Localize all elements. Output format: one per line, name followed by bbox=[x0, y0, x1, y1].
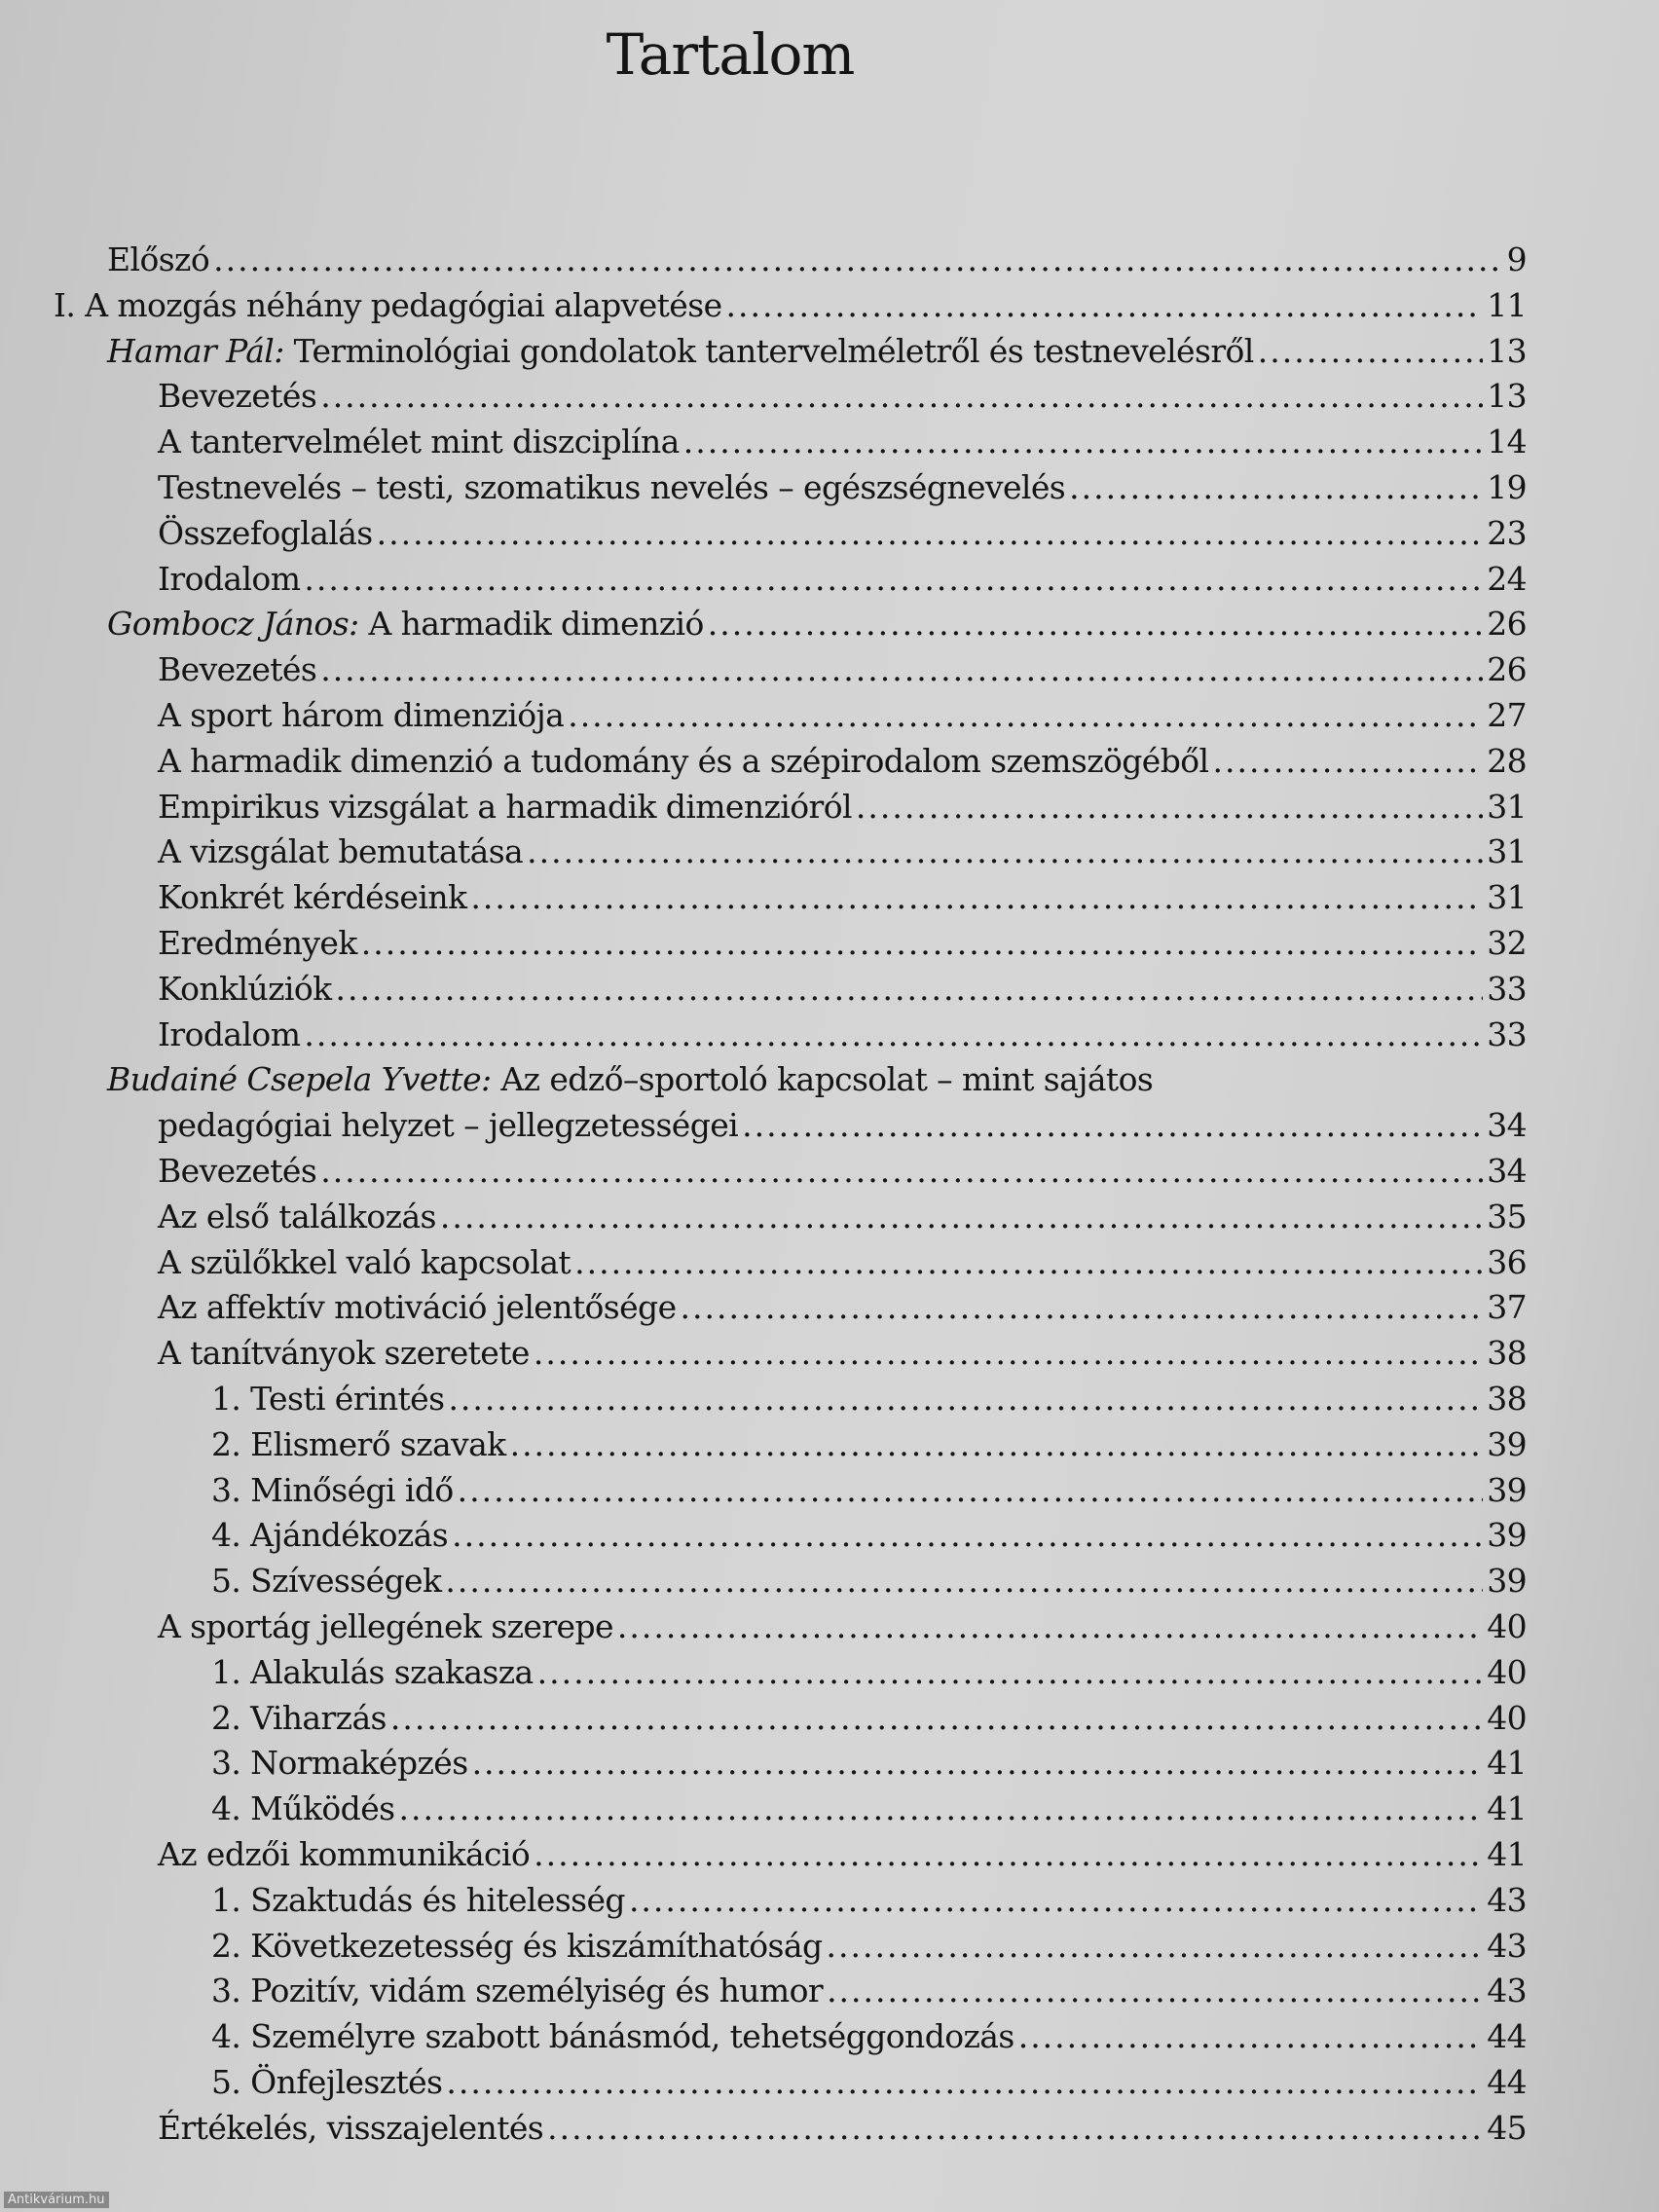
toc-entry-text: pedagógiai helyzet – jellegzetességei bbox=[158, 1106, 739, 1145]
toc-entry-title bbox=[158, 468, 1065, 506]
toc-entry-text: 3. Normaképzés bbox=[211, 1744, 468, 1783]
toc-entry-title bbox=[158, 878, 466, 916]
toc-entry-title bbox=[211, 1789, 394, 1827]
toc-entry-title bbox=[211, 1425, 506, 1463]
toc-entry-text: A harmadik dimenzió a tudomány és a szépirodalom szemszögéből bbox=[158, 741, 1209, 780]
dot-leader bbox=[377, 514, 1484, 552]
toc-entry bbox=[107, 332, 1527, 378]
toc-entry bbox=[158, 650, 1527, 696]
toc-entry bbox=[211, 2063, 1527, 2109]
toc-entry-title bbox=[211, 1562, 441, 1600]
toc-entry-title bbox=[158, 696, 564, 734]
toc-entry bbox=[158, 2109, 1527, 2155]
toc-entry-text: Az affektív motiváció jelentősége bbox=[158, 1288, 677, 1327]
toc-entry bbox=[158, 377, 1527, 423]
dot-leader bbox=[510, 1425, 1484, 1463]
dot-leader bbox=[568, 696, 1483, 734]
dot-leader bbox=[527, 832, 1483, 870]
toc-entry-page: 31 bbox=[1487, 832, 1527, 871]
page-title: Tartalom bbox=[606, 21, 855, 88]
toc-entry-title bbox=[211, 1516, 448, 1554]
toc-entry-page: 26 bbox=[1487, 650, 1527, 689]
toc-entry-page: 13 bbox=[1487, 377, 1527, 416]
toc-entry-page: 40 bbox=[1487, 1607, 1527, 1645]
toc-entry-text: Az edző–sportoló kapcsolat – mint sajátos bbox=[491, 1060, 1154, 1099]
toc-entry-title bbox=[211, 1881, 625, 1919]
toc-entry-page: 41 bbox=[1487, 1744, 1527, 1783]
toc-entry bbox=[158, 832, 1527, 878]
toc-entry-title bbox=[158, 1198, 436, 1235]
toc-entry-title bbox=[211, 1653, 534, 1691]
toc-entry bbox=[211, 1562, 1527, 1607]
toc-entry-title bbox=[158, 1243, 571, 1281]
dot-leader bbox=[1212, 742, 1483, 780]
dot-leader bbox=[629, 1881, 1483, 1919]
toc-entry-page: 27 bbox=[1487, 696, 1527, 734]
toc-entry bbox=[158, 788, 1527, 833]
dot-leader bbox=[683, 423, 1483, 461]
toc-entry-page: 13 bbox=[1487, 331, 1527, 370]
toc-entry bbox=[158, 1198, 1527, 1243]
toc-entry-title bbox=[211, 1699, 387, 1737]
toc-entry bbox=[211, 1927, 1527, 1972]
toc-entry-page: 31 bbox=[1487, 787, 1527, 826]
toc-entry-page: 41 bbox=[1487, 1835, 1527, 1873]
toc-entry-title bbox=[211, 2017, 1014, 2055]
dot-leader bbox=[304, 560, 1483, 598]
toc-entry-title bbox=[211, 1927, 823, 1965]
toc-entry-text: A szülőkkel való kapcsolat bbox=[158, 1242, 571, 1281]
dot-leader bbox=[398, 1789, 1483, 1827]
watermark: Antikvárium.hu bbox=[4, 2192, 109, 2208]
toc-entry-page: 32 bbox=[1487, 924, 1527, 962]
toc-entry-title bbox=[211, 1471, 454, 1509]
toc-entry-text: Összefoglalás bbox=[158, 513, 373, 552]
toc-entry-title bbox=[158, 423, 680, 461]
toc-entry bbox=[107, 605, 1527, 650]
toc-entry-title bbox=[211, 1380, 444, 1418]
toc-entry-title bbox=[107, 605, 704, 643]
toc-entry-text: Konkrét kérdéseink bbox=[158, 878, 467, 917]
dot-leader bbox=[440, 1198, 1483, 1235]
dot-leader bbox=[470, 878, 1483, 916]
dot-leader bbox=[742, 1106, 1483, 1144]
toc-entry-page: 28 bbox=[1487, 741, 1527, 780]
toc-entry-title bbox=[158, 1288, 677, 1326]
toc-entry-title bbox=[158, 832, 523, 870]
toc-entry-title bbox=[211, 1972, 823, 2009]
toc-entry bbox=[211, 1380, 1527, 1425]
dot-leader bbox=[361, 924, 1483, 962]
toc-entry-page: 34 bbox=[1487, 1152, 1527, 1190]
toc-entry-author: Gombocz János: bbox=[107, 605, 359, 644]
toc-entry-text: A sport három dimenziója bbox=[158, 696, 565, 734]
toc-entry-text: 5. Önfejlesztés bbox=[211, 2063, 443, 2101]
toc-entry-page: 23 bbox=[1487, 513, 1527, 552]
toc-entry-title bbox=[54, 286, 722, 324]
toc-entry-text: Irodalom bbox=[158, 559, 301, 598]
dot-leader bbox=[390, 1699, 1483, 1737]
dot-leader bbox=[320, 377, 1483, 415]
toc-entry-page: 26 bbox=[1487, 605, 1527, 644]
toc-entry-page: 14 bbox=[1487, 423, 1527, 461]
toc-entry-page: 41 bbox=[1487, 1789, 1527, 1828]
toc-entry bbox=[211, 1972, 1527, 2017]
toc-entry bbox=[211, 1471, 1527, 1517]
toc-entry-text: A tanítványok szeretete bbox=[158, 1334, 530, 1373]
toc-entry-text: 1. Testi érintés bbox=[211, 1380, 445, 1418]
toc-entry-text: 2. Következetesség és kiszámíthatóság bbox=[211, 1926, 823, 1965]
toc-entry-title bbox=[158, 1106, 738, 1144]
toc-entry bbox=[211, 2017, 1527, 2063]
toc-entry-page: 24 bbox=[1487, 559, 1527, 598]
toc-entry-page: 44 bbox=[1487, 2063, 1527, 2101]
toc-entry-text: Bevezetés bbox=[158, 650, 317, 689]
dot-leader bbox=[458, 1471, 1484, 1509]
dot-leader bbox=[617, 1607, 1483, 1645]
toc-entry bbox=[158, 1152, 1527, 1198]
toc-entry-page: 33 bbox=[1487, 969, 1527, 1008]
dot-leader bbox=[681, 1288, 1484, 1326]
dot-leader bbox=[708, 605, 1483, 643]
toc-entry bbox=[211, 1653, 1527, 1699]
toc-entry bbox=[158, 560, 1527, 606]
toc-entry bbox=[211, 1699, 1527, 1745]
toc-entry-page: 34 bbox=[1487, 1106, 1527, 1145]
toc-entry-text: Bevezetés bbox=[158, 1152, 317, 1190]
dot-leader bbox=[726, 286, 1484, 324]
toc-entry-page: 43 bbox=[1487, 1926, 1527, 1965]
toc-entry-title bbox=[211, 2063, 442, 2101]
toc-entry-text: Az első találkozás bbox=[158, 1197, 436, 1235]
toc-entry-text: I. A mozgás néhány pedagógiai alapvetése bbox=[54, 285, 722, 324]
dot-leader bbox=[1258, 332, 1483, 370]
dot-leader bbox=[445, 1562, 1483, 1600]
dot-leader bbox=[446, 2063, 1483, 2101]
toc-entry-page: 33 bbox=[1487, 1014, 1527, 1053]
toc-entry-title bbox=[158, 742, 1208, 780]
toc-entry-title bbox=[158, 924, 357, 962]
dot-leader bbox=[827, 1972, 1483, 2009]
toc-entry bbox=[211, 1881, 1527, 1927]
toc-entry-title bbox=[107, 1060, 1153, 1098]
toc-entry-page: 9 bbox=[1506, 240, 1527, 278]
toc-entry bbox=[158, 1334, 1527, 1380]
dot-leader bbox=[213, 240, 1502, 278]
toc-entry-title bbox=[158, 377, 316, 415]
toc-entry bbox=[158, 1607, 1527, 1653]
toc-entry-page: 45 bbox=[1487, 2108, 1527, 2147]
toc-entry bbox=[158, 878, 1527, 924]
toc-entry-title bbox=[158, 788, 852, 826]
toc-entry-text: A harmadik dimenzió bbox=[358, 605, 704, 644]
toc-entry-page: 31 bbox=[1487, 878, 1527, 917]
toc-entry-title bbox=[107, 332, 1254, 370]
toc-entry-text: A vizsgálat bemutatása bbox=[158, 832, 524, 871]
dot-leader bbox=[472, 1744, 1484, 1782]
toc-entry bbox=[107, 240, 1527, 286]
dot-leader bbox=[320, 650, 1483, 688]
toc-entry-text: Irodalom bbox=[158, 1014, 301, 1053]
toc-entry-title bbox=[107, 240, 209, 278]
toc-entry-page: 40 bbox=[1487, 1698, 1527, 1737]
toc-entry-page: 11 bbox=[1487, 285, 1527, 324]
toc-entry-text: 5. Szívességek bbox=[211, 1562, 442, 1601]
toc-entry bbox=[158, 1106, 1527, 1152]
dot-leader bbox=[856, 788, 1483, 826]
toc-entry-text: 2. Viharzás bbox=[211, 1698, 387, 1737]
toc-entry bbox=[158, 514, 1527, 560]
dot-leader bbox=[320, 1152, 1483, 1190]
toc-entry-title bbox=[158, 1607, 613, 1645]
dot-leader bbox=[537, 1653, 1484, 1691]
toc-entry bbox=[211, 1744, 1527, 1789]
toc-entry-text: 1. Alakulás szakasza bbox=[211, 1652, 534, 1691]
toc-entry bbox=[211, 1425, 1527, 1471]
toc-entry-author: Budainé Csepela Yvette: bbox=[107, 1060, 492, 1099]
dot-leader bbox=[534, 1835, 1483, 1873]
toc-entry-text: Értékelés, visszajelentés bbox=[158, 2108, 544, 2147]
toc-entry-text: 3. Pozitív, vidám személyiség és humor bbox=[211, 1972, 824, 2010]
toc-entry bbox=[158, 1835, 1527, 1881]
toc-entry bbox=[211, 1516, 1527, 1562]
toc-entry-text: Előszó bbox=[107, 240, 210, 278]
toc-entry-title bbox=[158, 1015, 300, 1053]
toc-entry-text: 4. Személyre szabott bánásmód, tehetséggondozás bbox=[211, 2017, 1014, 2056]
toc-entry-text: 2. Elismerő szavak bbox=[211, 1424, 506, 1463]
dot-leader bbox=[534, 1334, 1483, 1372]
toc-entry-title bbox=[158, 560, 300, 598]
toc-entry-page: 38 bbox=[1487, 1334, 1527, 1373]
toc-entry bbox=[158, 1243, 1527, 1289]
toc-entry-text: Testnevelés – testi, szomatikus nevelés – egészségnevelés bbox=[158, 468, 1066, 506]
toc-entry-text: A tantervelmélet mint diszciplína bbox=[158, 423, 680, 461]
toc-entry-title bbox=[158, 1835, 530, 1873]
toc-entry-author: Hamar Pál: bbox=[107, 331, 284, 370]
toc-entry-page: 43 bbox=[1487, 1880, 1527, 1919]
toc-entry-page: 36 bbox=[1487, 1242, 1527, 1281]
toc-entry bbox=[158, 1015, 1527, 1061]
toc-entry bbox=[158, 1288, 1527, 1334]
toc-entry bbox=[211, 1789, 1527, 1835]
dot-leader bbox=[1069, 468, 1483, 506]
toc-entry-page: 35 bbox=[1487, 1197, 1527, 1235]
toc-entry-page: 39 bbox=[1487, 1562, 1527, 1601]
toc-entry-page: 39 bbox=[1487, 1424, 1527, 1463]
toc-entry-title bbox=[158, 1152, 316, 1190]
toc-entry-title bbox=[158, 1334, 530, 1372]
toc-entry-title bbox=[211, 1744, 468, 1782]
toc-entry-title bbox=[158, 650, 316, 688]
toc-entry-page: 39 bbox=[1487, 1516, 1527, 1555]
toc-entry-text: Bevezetés bbox=[158, 377, 317, 416]
toc-entry-text: Empirikus vizsgálat a harmadik dimenzióról bbox=[158, 787, 852, 826]
toc-entry bbox=[158, 742, 1527, 788]
toc-entry-title bbox=[158, 2109, 543, 2147]
dot-leader bbox=[547, 2109, 1483, 2147]
toc-entry-text: Az edzői kommunikáció bbox=[158, 1835, 531, 1873]
dot-leader bbox=[448, 1380, 1483, 1418]
toc-entry-text: 1. Szaktudás és hitelesség bbox=[211, 1880, 625, 1919]
toc-entry bbox=[54, 286, 1527, 332]
toc-entry-text: 3. Minőségi idő bbox=[211, 1470, 454, 1509]
toc-entry-page: 40 bbox=[1487, 1652, 1527, 1691]
toc-entry-title bbox=[158, 970, 332, 1008]
dot-leader bbox=[452, 1516, 1483, 1554]
toc-entry bbox=[158, 924, 1527, 970]
toc-entry-text: Terminológiai gondolatok tantervelméletről és testnevelésről bbox=[283, 331, 1254, 370]
toc-entry-page: 43 bbox=[1487, 1972, 1527, 2010]
toc-entry-title bbox=[158, 514, 373, 552]
toc-entry-page: 37 bbox=[1487, 1288, 1527, 1327]
toc-entry-page: 19 bbox=[1487, 468, 1527, 506]
toc-entry bbox=[158, 468, 1527, 514]
dot-leader bbox=[304, 1015, 1483, 1053]
toc-entry bbox=[158, 423, 1527, 468]
dot-leader bbox=[336, 970, 1484, 1008]
toc-entry-page: 44 bbox=[1487, 2017, 1527, 2056]
toc-entry-text: 4. Működés bbox=[211, 1789, 395, 1828]
toc-entry bbox=[158, 970, 1527, 1015]
toc-entry-text: Eredmények bbox=[158, 924, 357, 962]
dot-leader bbox=[827, 1927, 1484, 1965]
toc-entry-page: 39 bbox=[1487, 1470, 1527, 1509]
dot-leader bbox=[1018, 2017, 1484, 2055]
toc-entry bbox=[158, 696, 1527, 742]
dot-leader bbox=[574, 1243, 1483, 1281]
toc-entry-page: 38 bbox=[1487, 1380, 1527, 1418]
toc-entry bbox=[107, 1060, 1527, 1106]
toc-entry-text: A sportág jellegének szerepe bbox=[158, 1607, 613, 1645]
toc-entry-text: 4. Ajándékozás bbox=[211, 1516, 449, 1555]
toc-entry-text: Konklúziók bbox=[158, 969, 332, 1008]
